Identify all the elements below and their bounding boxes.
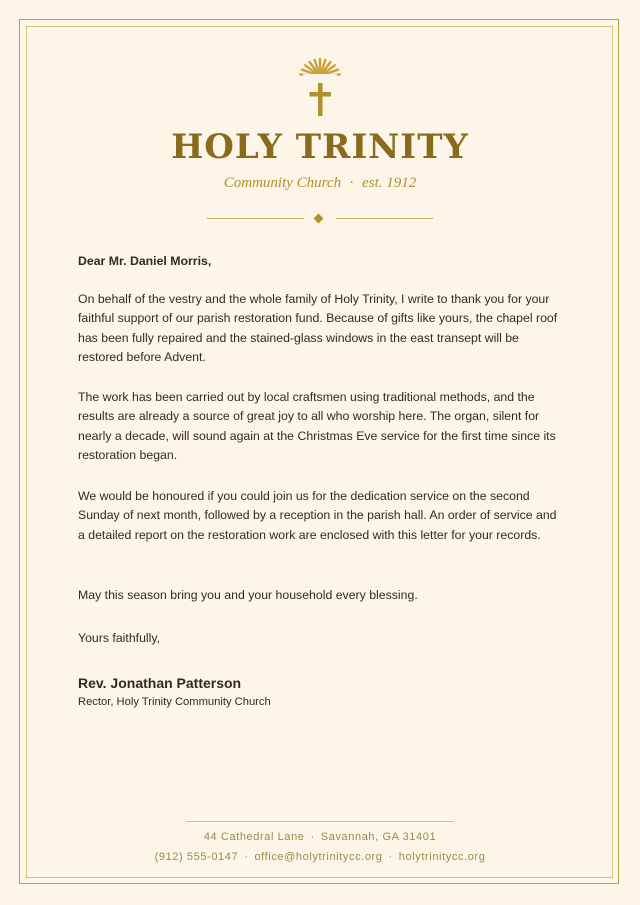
letter-paragraph-3: We would be honoured if you could join us for the dedication service on the second Sunday of next month, followed by a reception in the parish hall. An order of service and a detailed report on the restoration work are enclosed with this letter for your records. [78,489,557,542]
footer-street: 44 Cathedral Lane [203,831,305,843]
footer-separator: · [244,851,249,863]
subtitle-separator: · [349,175,355,191]
footer-separator: · [388,851,393,863]
divider-line-left [207,218,304,219]
established-text: est. 1912 [362,175,417,191]
footer-divider [186,821,454,822]
signer-title: Rector, Holy Trinity Community Church [78,696,271,708]
footer-separator: · [310,831,315,843]
footer-contact [0,851,640,863]
church-subtitle [0,175,640,192]
closing: Yours faithfully, [78,631,161,645]
footer-address [0,831,640,843]
subtitle-text: Community Church [223,175,342,191]
diamond-ornament-icon [314,214,324,224]
footer-email[interactable]: office@holytrinitycc.org [254,851,383,863]
letter-paragraph-4: May this season bring you and your household every blessing. [78,588,418,602]
letter-paragraph-2: The work has been carried out by local craftsmen using traditional methods, and the results are already a source of great joy to all who worship here. The organ, silent for nearly a decade, will sound again at the Christmas Eve service for the first time since its restoration began. [78,390,556,462]
church-name: HOLY TRINITY [171,127,469,167]
footer-city: Savannah, GA 31401 [320,831,437,843]
footer-website[interactable]: holytrinitycc.org [398,851,486,863]
header-divider [207,213,433,225]
signer-name: Rev. Jonathan Patterson [78,675,242,691]
salutation: Dear Mr. Daniel Morris, [78,254,212,268]
letter-paragraph-1: On behalf of the vestry and the whole family of Holy Trinity, I write to thank you for your faithful support of our parish restoration fund. Because of gifts like yours, the chapel roof has been fully repaired and the stained-glass windows in the east transept will be restored before Advent. [78,292,558,364]
footer-phone: (912) 555-0147 [154,851,239,863]
divider-line-right [336,218,433,219]
cross-sunburst-icon [284,56,356,120]
